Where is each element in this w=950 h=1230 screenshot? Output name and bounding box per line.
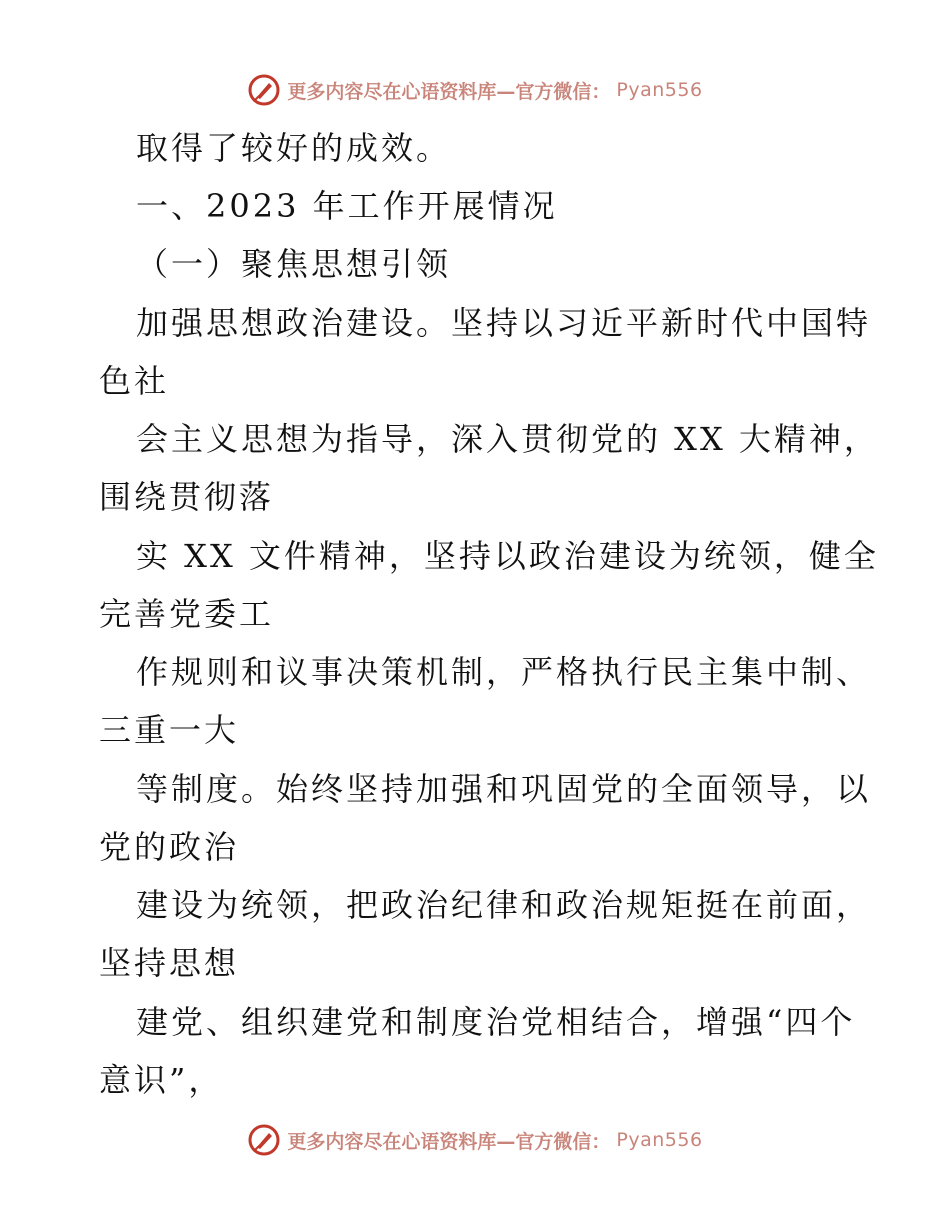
banner-text: 更多内容尽在心语资料库—官方微信： <box>287 80 611 103</box>
quill-logo-icon <box>247 1123 281 1157</box>
paragraph-line: 建设为统领，把政治纪律和政治规矩挺在前面， <box>136 886 872 924</box>
paragraph-line: 围绕贯彻落 <box>99 478 275 516</box>
paragraph-line: 加强思想政治建设。坚持以习近平新时代中国特 <box>136 304 872 342</box>
paragraph-line: 建党、组织建党和制度治党相结合，增强“四个 <box>136 1003 856 1041</box>
banner-wechat-id: Pyan556 <box>616 1129 703 1151</box>
quill-logo-icon <box>247 73 281 107</box>
subsection-heading: （一）聚焦思想引领 <box>136 245 452 283</box>
paragraph-line: 实 XX 文件精神，坚持以政治建设为统领，健全 <box>136 537 879 575</box>
paragraph-line: 色社 <box>99 362 170 400</box>
banner-text: 更多内容尽在心语资料库—官方微信： <box>287 1130 611 1153</box>
paragraph-line: 三重一大 <box>99 711 240 749</box>
footer-watermark-banner <box>0 1120 950 1160</box>
paragraph-line: 坚持思想 <box>99 944 240 982</box>
paragraph-line: 党的政治 <box>99 828 240 866</box>
paragraph-line: 意识”， <box>99 1061 224 1099</box>
banner-wechat-id: Pyan556 <box>616 79 703 101</box>
paragraph-line: 完善党委工 <box>99 595 275 633</box>
section-heading: 一、2023 年工作开展情况 <box>136 187 558 225</box>
header-watermark-banner <box>0 70 950 110</box>
paragraph-line: 取得了较好的成效。 <box>136 129 452 167</box>
paragraph-line: 等制度。始终坚持加强和巩固党的全面领导，以 <box>136 770 872 808</box>
paragraph-line: 会主义思想为指导，深入贯彻党的 XX 大精神， <box>136 420 879 458</box>
paragraph-line: 作规则和议事决策机制，严格执行民主集中制、 <box>136 653 872 691</box>
